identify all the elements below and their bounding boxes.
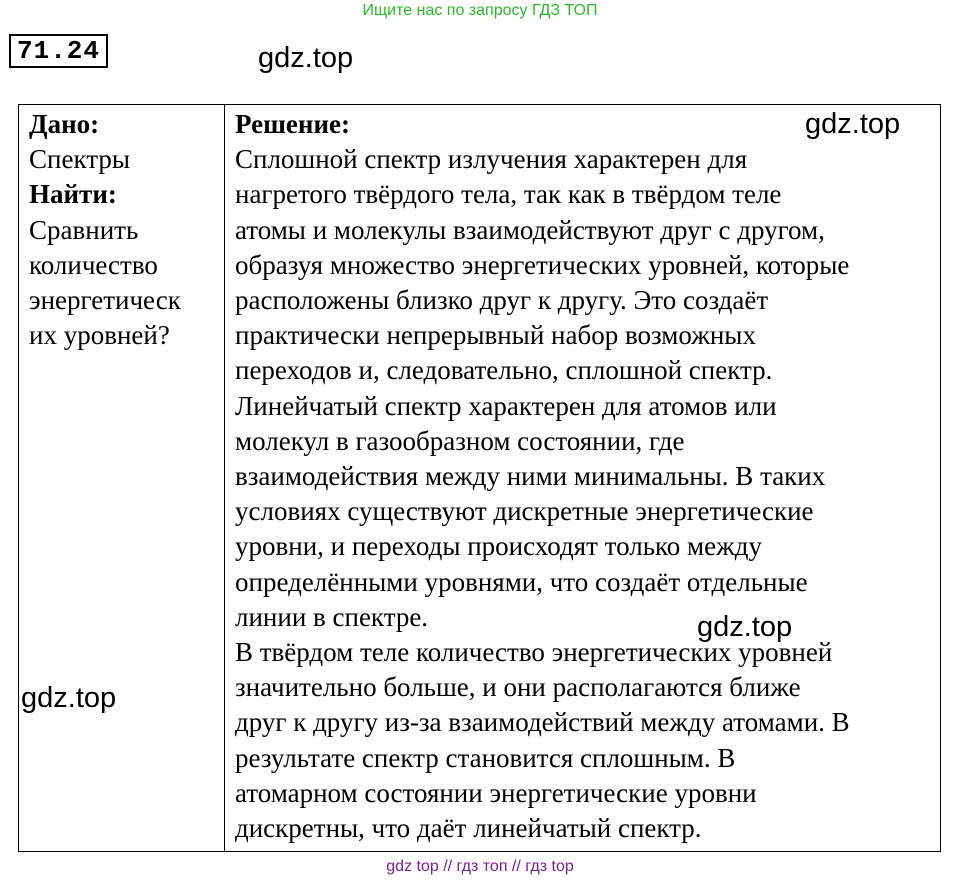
find-line: энергетическ [29,285,181,316]
column-divider [224,105,225,851]
given-heading: Дано: [29,109,100,139]
solution-line: линии в спектре. [235,601,429,632]
solution-line: уровни, и переходы происходят только между [235,531,762,562]
solution-line: друг к другу из-за взаимодействий между атомами. В [235,707,850,738]
top-banner: Ищите нас по запросу ГДЗ ТОП [362,2,598,19]
find-line: их уровней? [29,320,170,351]
solution-line: переходов и, следовательно, сплошной спектр. [235,355,773,386]
solution-line: атомарном состоянии энергетические уровни [235,777,757,808]
solution-line: образуя множество энергетических уровней, которые [235,249,850,280]
solution-line: атомы и молекулы взаимодействуют друг с другом, [235,214,825,245]
solution-line: практически непрерывный набор возможных [235,320,756,351]
solution-line: Сплошной спектр излучения характерен для [235,144,748,175]
solution-column [235,107,940,846]
solution-line: В твёрдом теле количество энергетических уровней [235,637,833,668]
solution-line: результате спектр становится сплошным. В [235,742,736,773]
watermark: gdz.top [258,42,354,74]
solution-heading: Решение: [235,109,350,139]
find-heading: Найти: [29,179,117,210]
given-value: Спектры [29,144,130,175]
solution-line: дискретны, что даёт линейчатый спектр. [235,813,702,844]
solution-line: молекул в газообразном состоянии, где [235,425,685,456]
solution-table [18,104,941,852]
solution-line: расположены близко друг к другу. Это создаёт [235,285,769,316]
watermark: gdz.top [21,682,117,714]
problem-number: 71.24 [9,34,108,68]
watermark: gdz.top [697,611,793,643]
watermark: gdz.top [805,108,901,140]
find-line: Сравнить [29,214,139,245]
footer-watermark: gdz top // гдз топ // гдз top [386,858,574,875]
find-line: количество [29,249,158,280]
solution-line: значительно больше, и они располагаются ближе [235,672,801,703]
solution-line: нагретого твёрдого тела, так как в твёрдом теле [235,179,782,210]
solution-line: определёнными уровнями, что создаёт отдельные [235,566,808,597]
solution-line: Линейчатый спектр характерен для атомов или [235,390,777,421]
solution-line: условиях существуют дискретные энергетические [235,496,814,527]
given-column [29,107,219,353]
solution-line: взаимодействия между ними минимальны. В таких [235,461,826,492]
